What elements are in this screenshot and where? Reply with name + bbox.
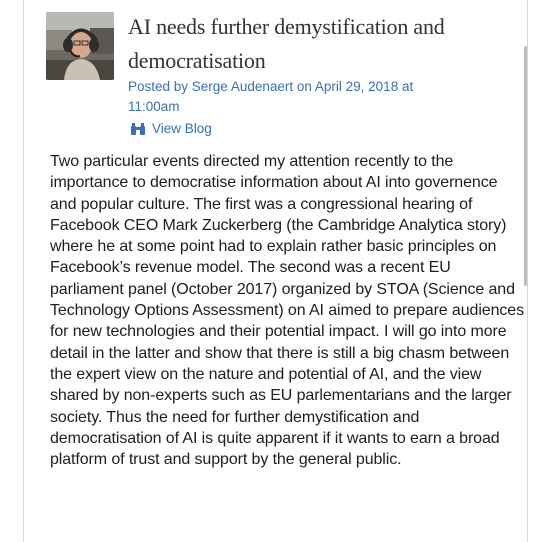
view-blog-link[interactable] <box>130 121 212 136</box>
post-body: Two particular events directed my attention recently to the importance to democratise information about AI into governence and popular culture. The first was a congressional hearing of Facebook CEO Mark Zuckerberg (the Cambridge Analytica story) where he at some point had to explain rather basic principles on Facebook’s revenue model. The second was a recent EU parliament panel (October 2017) organized by STOA (Science and Technology Options Assessment) on AI aimed to prepare audiences for new technologies and their potential impact. I will go into more detail in the latter and show that there is still a big chasm between the expert view on the nature and potential of AI, and the view shared by non-experts such as EU parlementarians and the larger society. Thus the need for further demystification and democratisation of AI is quite apparent if it wants to earn a broad platform of trust and support by the general public. <box>50 153 524 469</box>
scrollbar[interactable] <box>524 46 527 286</box>
post-meta[interactable]: Posted by Serge Audenaert on April 29, 2018 at 11:00am <box>128 79 414 114</box>
author-avatar[interactable] <box>46 12 114 80</box>
post-title: AI needs further demystification and democratisation <box>128 14 445 73</box>
avatar-photo-icon <box>46 12 114 80</box>
view-blog-label: View Blog <box>152 121 212 136</box>
blog-post-card <box>23 0 528 542</box>
binoculars-icon <box>130 122 146 136</box>
